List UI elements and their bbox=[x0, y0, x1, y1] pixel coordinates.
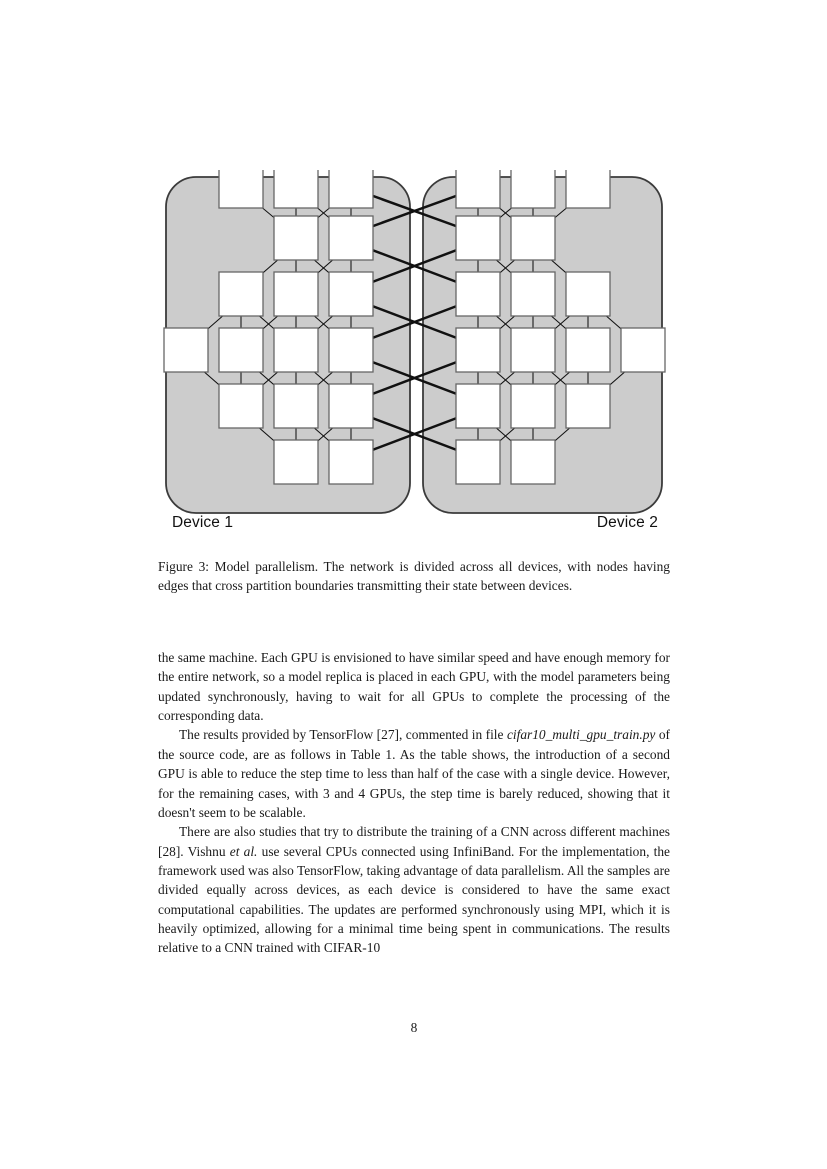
device-2-label: Device 2 bbox=[596, 514, 658, 531]
node bbox=[219, 328, 263, 372]
filename-cifar10-script: cifar10_multi_gpu_train.py bbox=[506, 727, 656, 743]
node bbox=[329, 170, 373, 208]
model-parallelism-svg bbox=[158, 170, 670, 520]
node bbox=[511, 384, 555, 428]
node bbox=[511, 170, 555, 208]
paragraph-lead: There are also studies that try to distribute the training of a CNN across different machines [28]. Vishnu bbox=[158, 824, 670, 859]
body-text bbox=[158, 648, 670, 958]
page-number: 8 bbox=[410, 1020, 418, 1035]
node bbox=[329, 216, 373, 260]
node bbox=[456, 216, 500, 260]
node bbox=[274, 170, 318, 208]
figure-caption: Figure 3: Model parallelism. The network is divided across all devices, with nodes having edges that cross partition boundaries transmitting their state between devices. bbox=[158, 559, 670, 593]
node bbox=[219, 384, 263, 428]
node bbox=[329, 384, 373, 428]
node bbox=[329, 440, 373, 484]
node bbox=[456, 384, 500, 428]
node bbox=[566, 328, 610, 372]
node bbox=[456, 170, 500, 208]
paragraph-lead: The results provided by TensorFlow [27], commented in file bbox=[179, 727, 507, 743]
figure-3 bbox=[158, 170, 670, 540]
figure-diagram bbox=[158, 170, 670, 520]
node bbox=[219, 272, 263, 316]
paragraph-distributed-cnn bbox=[158, 822, 670, 958]
node bbox=[566, 384, 610, 428]
node bbox=[164, 328, 208, 372]
node bbox=[456, 440, 500, 484]
node bbox=[274, 328, 318, 372]
node bbox=[274, 384, 318, 428]
paragraph-continuation: the same machine. Each GPU is envisioned to have similar speed and have enough memory for the entire network, so a model replica is placed in each GPU, with the model parameters being updated synchronously, having to wait for all GPUs to complete the processing of the corresponding data. bbox=[158, 650, 670, 724]
node bbox=[511, 216, 555, 260]
node bbox=[274, 272, 318, 316]
node bbox=[274, 216, 318, 260]
node bbox=[329, 272, 373, 316]
device-label-row bbox=[158, 514, 670, 540]
paragraph-tail: use several CPUs connected using InfiniBand. For the implementation, the framework used was also TensorFlow, taking advantage of data parallelism. All the samples are divided equally across devices, as each device is considered to have the same exact computational capabilities. The updates are performed synchronously using MPI, which it is heavily optimized, allowing for a minimal time being spent in communications. The results relative to a CNN trained with CIFAR-10 bbox=[158, 843, 671, 956]
node bbox=[329, 328, 373, 372]
node bbox=[621, 328, 665, 372]
node bbox=[274, 440, 318, 484]
node bbox=[511, 272, 555, 316]
latin-abbrev-et-al: et al. bbox=[229, 843, 258, 859]
node bbox=[566, 170, 610, 208]
device-1-label: Device 1 bbox=[172, 514, 234, 531]
node bbox=[219, 170, 263, 208]
node bbox=[511, 440, 555, 484]
paragraph-tail: of the source code, are as follows in Table 1. As the table shows, the introduction of a second GPU is able to reduce the step time to less than half of the case with a single device. However, for the remaining cases, with 3 and 4 GPUs, the step time is barely reduced, showing that it doesn't seem to be scalable. bbox=[158, 727, 670, 820]
node bbox=[456, 272, 500, 316]
node bbox=[566, 272, 610, 316]
paragraph-tensorflow-results bbox=[158, 725, 670, 822]
node bbox=[456, 328, 500, 372]
node bbox=[511, 328, 555, 372]
